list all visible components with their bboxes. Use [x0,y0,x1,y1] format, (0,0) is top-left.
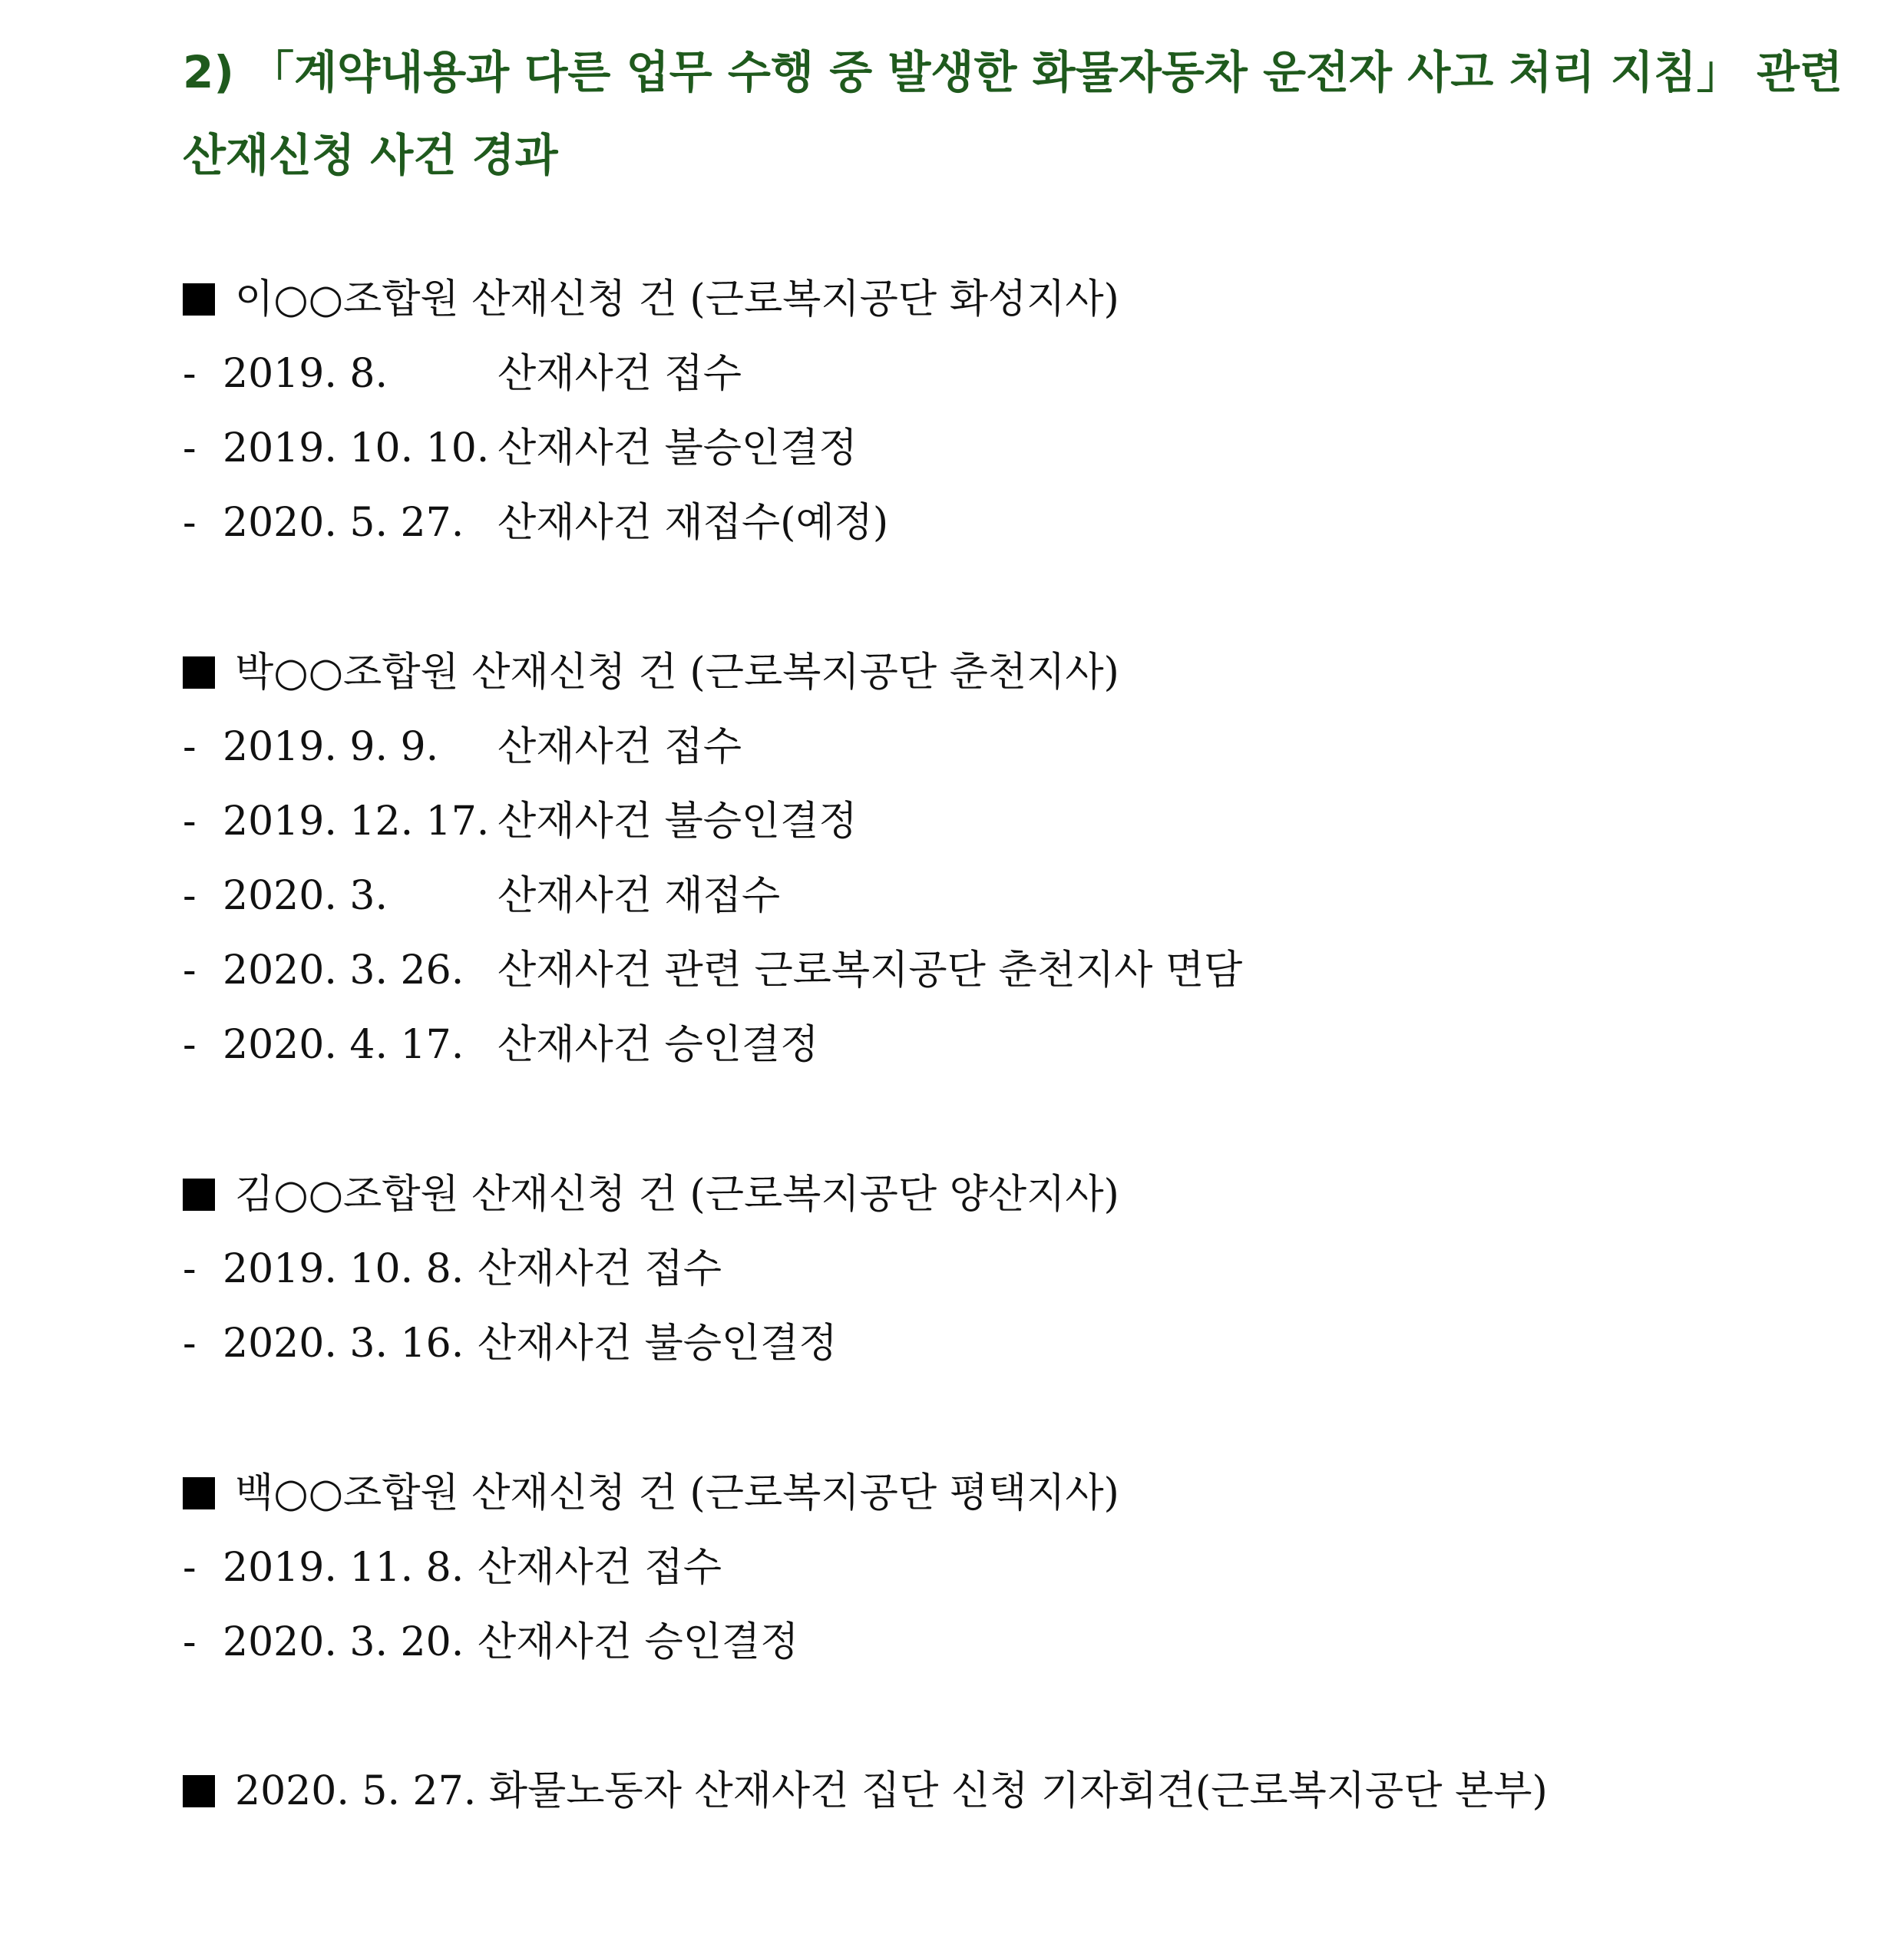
timeline-entry [183,859,1119,934]
dash-bullet: - [183,1619,197,1665]
case-section-2 [183,636,1243,1083]
timeline-entry [183,412,1119,486]
case-title [183,1456,1119,1531]
dash-bullet: - [183,1545,197,1591]
black-square-bullet-icon [183,1477,215,1509]
entry-description: 산재사건 승인결정 [478,1619,799,1665]
entry-description: 산재사건 재접수 [497,873,781,919]
case-title [183,263,1119,337]
case-title [183,636,1119,710]
case-title-text: 박○○조합원 산재신청 건 (근로복지공단 춘천지사) [235,650,1119,696]
dash-bullet: - [183,351,197,397]
timeline-entry [183,1531,1119,1605]
heading-line-1: 2) 「계약내용과 다른 업무 수행 중 발생한 화물자동차 운전자 사고 처리 지침」 관련 [183,46,1843,98]
entry-description: 산재사건 불승인결정 [497,425,858,471]
timeline-entry [183,1232,1119,1307]
heading-line-2: 산재신청 사건 경과 [183,129,558,181]
dash-bullet: - [183,1246,197,1292]
entry-description: 산재사건 재접수(예정) [497,500,889,546]
entry-date: 2019. 11. 8. [223,1545,464,1591]
section-heading [183,31,1843,197]
black-square-bullet-icon [183,1775,215,1807]
dash-bullet: - [183,500,197,546]
dash-bullet: - [183,873,197,919]
entry-date: 2020. 3. 26. [223,947,464,994]
case-section-4 [183,1456,1119,1680]
dash-bullet: - [183,947,197,994]
case-section-1 [183,263,1119,560]
entry-date: 2019. 10. 8. [223,1246,464,1292]
entry-date: 2019. 12. 17. [223,798,490,845]
entry-date: 2020. 3. [223,873,388,919]
case-title-text: 백○○조합원 산재신청 건 (근로복지공단 평택지사) [235,1470,1119,1516]
dash-bullet: - [183,425,197,471]
timeline-entry [183,337,1119,412]
case-title-text: 김○○조합원 산재신청 건 (근로복지공단 양산지사) [235,1172,1119,1218]
timeline-entry [183,1008,1119,1083]
black-square-bullet-icon [183,656,215,689]
entry-description: 산재사건 접수 [478,1246,722,1292]
final-item-text: 2020. 5. 27. 화물노동자 산재사건 집단 신청 기자회견(근로복지공단 본부) [235,1768,1548,1814]
entry-description: 산재사건 접수 [478,1545,722,1591]
entry-date: 2019. 8. [223,351,388,397]
entry-date: 2020. 3. 20. [223,1619,464,1665]
entry-date: 2019. 9. 9. [223,724,439,770]
final-item [183,1754,1548,1829]
timeline-entry [183,710,1119,785]
dash-bullet: - [183,724,197,770]
dash-bullet: - [183,1022,197,1068]
entry-description: 산재사건 관련 근로복지공단 춘천지사 면담 [497,947,1243,994]
case-section-3 [183,1158,1119,1381]
entry-description: 산재사건 불승인결정 [497,798,858,845]
entry-description: 산재사건 접수 [497,724,742,770]
entry-description: 산재사건 접수 [497,351,742,397]
dash-bullet: - [183,1321,197,1367]
entry-date: 2020. 4. 17. [223,1022,464,1068]
case-title [183,1158,1119,1232]
entry-date: 2019. 10. 10. [223,425,490,471]
timeline-entry [183,1307,1119,1381]
entry-date: 2020. 3. 16. [223,1321,464,1367]
timeline-entry [183,785,1119,859]
entry-description: 산재사건 불승인결정 [478,1321,838,1367]
case-title-text: 이○○조합원 산재신청 건 (근로복지공단 화성지사) [235,276,1119,322]
timeline-entry [183,486,1119,560]
entry-description: 산재사건 승인결정 [497,1022,819,1068]
black-square-bullet-icon [183,1179,215,1211]
timeline-entry [183,934,1243,1008]
dash-bullet: - [183,798,197,845]
entry-date: 2020. 5. 27. [223,500,464,546]
timeline-entry [183,1605,1119,1680]
final-item-section [183,1754,1548,1829]
black-square-bullet-icon [183,283,215,316]
